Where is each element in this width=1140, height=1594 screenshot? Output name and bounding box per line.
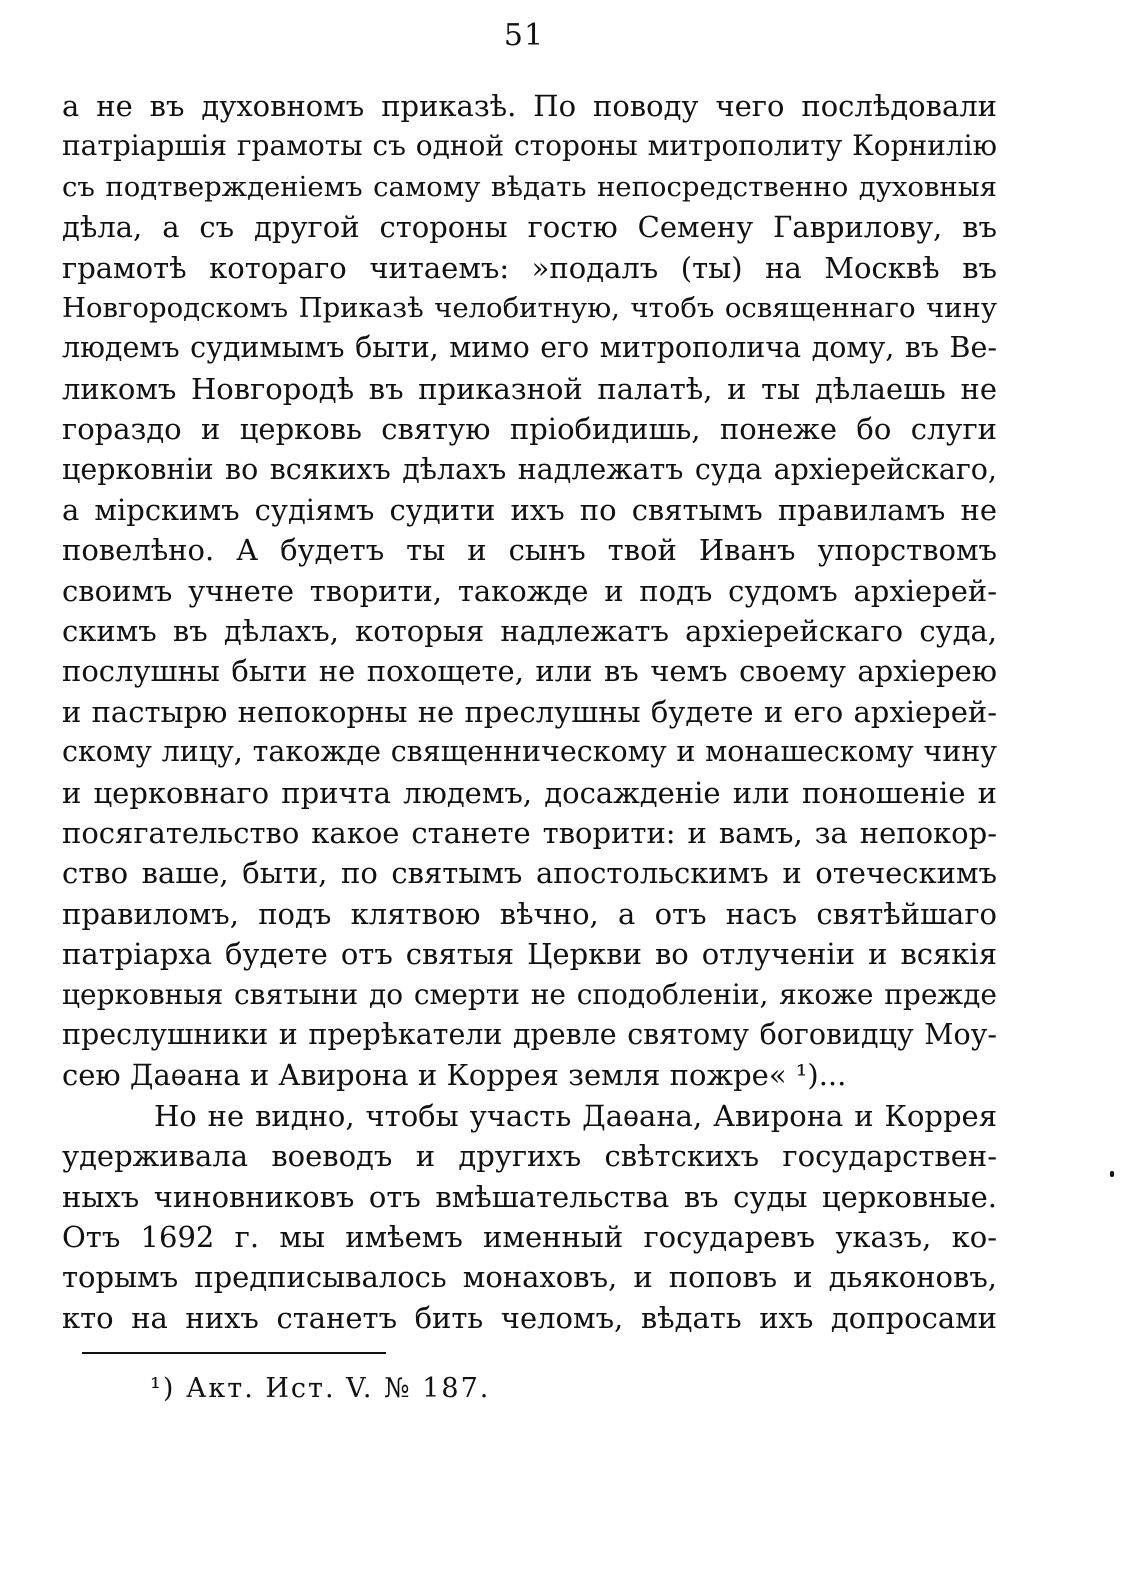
text-line: Новгородскомъ Приказѣ челобитную, чтобъ освященнаго чину xyxy=(62,291,997,324)
text-line: своимъ учнете творити, такожде и подъ судомъ архіерей- xyxy=(62,573,997,608)
text-line: ство ваше, быти, по святымъ апостольскимъ и отеческимъ xyxy=(62,856,997,891)
text-line: а мірскимъ судіямъ судити ихъ по святымъ правиламъ не xyxy=(62,492,997,527)
body-text xyxy=(62,86,997,1338)
text-line: послушны быти не похощете, или въ чемъ своему архіерею xyxy=(62,654,997,689)
footnote: ¹) Акт. Ист. V. № 187. xyxy=(150,1373,491,1404)
text-line: скимъ въ дѣлахъ, которыя надлежатъ архіерейскаго суда, xyxy=(62,614,997,649)
footnote-divider xyxy=(82,1352,386,1354)
text-line: церковныя святыни до смерти не сподобленіи, якоже прежде xyxy=(62,977,997,1011)
text-line: патріарха будете отъ святыя Церкви во отлученіи и всякія xyxy=(62,937,997,972)
text-line: сею Даѳана и Авирона и Коррея земля пожре« ¹)... xyxy=(62,1058,847,1093)
text-line: ликомъ Новгородѣ въ приказной палатѣ, и ты дѣлаешь не xyxy=(62,371,997,406)
text-line: кто на нихъ станетъ бить челомъ, вѣдать ихъ допросами xyxy=(62,1300,997,1335)
text-line: удерживала воеводъ и другихъ свѣтскихъ государствен- xyxy=(62,1139,997,1174)
text-line: и пастырю непокорны не преслушны будете и его архіерей- xyxy=(62,694,997,729)
text-line: гораздо и церковь святую пріобидишь, понеже бо слуги xyxy=(62,412,997,447)
text-line: повелѣно. А будетъ ты и сынъ твой Иванъ упорствомъ xyxy=(62,533,997,568)
text-line: церковніи во всякихъ дѣлахъ надлежатъ суда архіерейскаго, xyxy=(62,452,997,486)
text-line: людемъ судимымъ быти, мимо его митрополича дому, въ Ве- xyxy=(62,331,997,365)
ink-speck xyxy=(1110,1171,1114,1177)
text-line: грамотѣ котораго читаемъ: »подалъ (ты) на Москвѣ въ xyxy=(62,250,997,285)
text-line: Отъ 1692 г. мы имѣемъ именный государевъ указъ, ко- xyxy=(62,1219,997,1254)
text-line: правиломъ, подъ клятвою вѣчно, а отъ насъ святѣйшаго xyxy=(62,896,997,931)
page-number: 51 xyxy=(503,18,545,53)
text-line: торымъ предписывалось монаховъ, и поповъ и дьяконовъ, xyxy=(62,1260,997,1295)
text-line: Но не видно, чтобы участь Даѳана, Авирона и Коррея xyxy=(154,1098,997,1133)
text-line: преслушники и прерѣкатели древле святому боговидцу Моу- xyxy=(62,1017,997,1051)
text-line: патріаршія грамоты съ одной стороны митрополиту Корнилію xyxy=(62,129,997,163)
text-line: съ подтвержденіемъ самому вѣдать непосредственно духовныя xyxy=(62,170,997,203)
text-line: дѣла, а съ другой стороны гостю Семену Гаврилову, въ xyxy=(62,210,997,245)
text-line: скому лицу, такожде священническому и монашескому чину xyxy=(62,735,997,769)
text-line: а не въ духовномъ приказѣ. По поводу чего послѣдовали xyxy=(62,89,997,123)
text-line: и церковнаго причта людемъ, досажденіе или поношеніе и xyxy=(62,775,997,810)
text-line: посягательство какое станете творити: и вамъ, за непокор- xyxy=(62,816,997,851)
text-line: ныхъ чиновниковъ отъ вмѣшательства въ суды церковные. xyxy=(62,1179,997,1214)
